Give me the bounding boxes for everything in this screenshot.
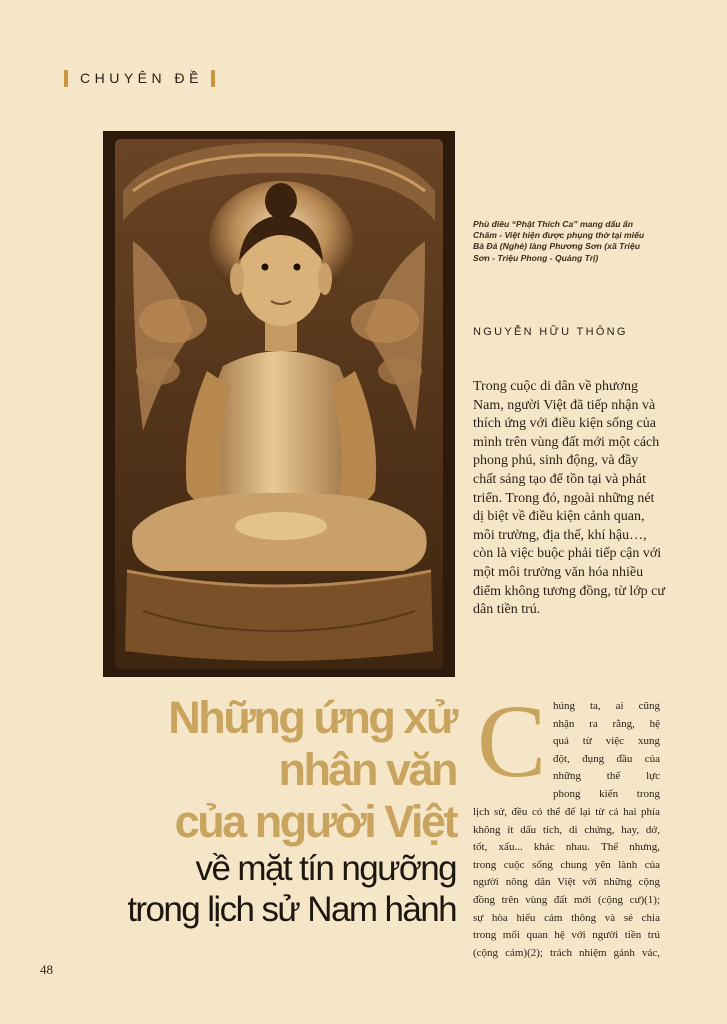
body-line: quả từ việc xung (553, 735, 660, 748)
tag-bar-left (64, 70, 68, 87)
body-line: sự hòa hiếu cảm thông và sẻ chia (473, 911, 660, 924)
body-line: nhận ra rằng, hệ (553, 717, 660, 730)
body-line: phong kiến trong (553, 787, 660, 800)
body-line: tốt, xấu... khác nhau. Thế nhưng, (473, 841, 660, 854)
body-line: đột, đụng đầu của (553, 752, 660, 765)
headline-line-3: của người Việt (174, 796, 456, 847)
body-line: không ít dấu tích, di chứng, hay, dở, (473, 823, 660, 836)
buddha-relief-photo (103, 131, 455, 677)
body-line: người nông dân Việt với những cộng (473, 876, 660, 889)
buddha-relief-illustration (103, 131, 455, 677)
body-line: húng ta, ai cũng (553, 700, 660, 712)
body-text-indented (553, 698, 660, 804)
headline-subtitle-1: về mặt tín ngưỡng (195, 849, 456, 888)
photo-caption: Phù điêu “Phật Thích Ca” mang dấu ấn Chăm - Việt hiện được phụng thờ tại miếu Bà Đá (Nghè) làng Phương Sơn (xã Triệu Sơn - Triệu Phong - Quảng Trị) (473, 219, 645, 263)
body-line: lịch sử, đều có thể để lại từ cả hai phía (473, 806, 660, 818)
section-header (64, 68, 215, 88)
headline-line-2: nhân văn (278, 744, 456, 795)
drop-cap: C (477, 684, 547, 799)
body-line: đồng trên vùng đất mới (cộng cư)(1); (473, 893, 660, 906)
page-number: 48 (40, 962, 53, 977)
body-line: trong mối quan hệ với người tiền trú (473, 929, 660, 942)
lead-paragraph: Trong cuộc di dân về phương Nam, người Việt đã tiếp nhận và thích ứng với điều kiện sống của mình trên vùng đất mới một cách phong phú, sinh động, và đầy chất sáng tạo để tồn tại và phát triển. Trong đó, ngoài những nét dị biệt về điều kiện cảnh quan, môi trường, địa thế, khí hậu…, còn là việc buộc phải tiếp cận với một môi trường văn hóa nhiều điểm không tương đồng, từ lớp cư dân tiền trú. (473, 379, 665, 618)
body-text-full (473, 804, 660, 962)
section-label: CHUYÊN ĐỀ (80, 70, 203, 86)
headline-subtitle-2: trong lịch sử Nam hành (127, 890, 456, 929)
headline-line-1: Những ứng xử (168, 692, 456, 743)
body-line: trong cuộc sống chung yên lành của (473, 858, 660, 871)
article-headline (80, 692, 456, 930)
body-line: những thế lực (553, 770, 660, 783)
author-name: NGUYỄN HỮU THÔNG (473, 326, 628, 338)
tag-bar-right (211, 70, 215, 87)
body-line: (cộng cảm)(2); trách nhiệm gánh vác, (473, 946, 660, 959)
